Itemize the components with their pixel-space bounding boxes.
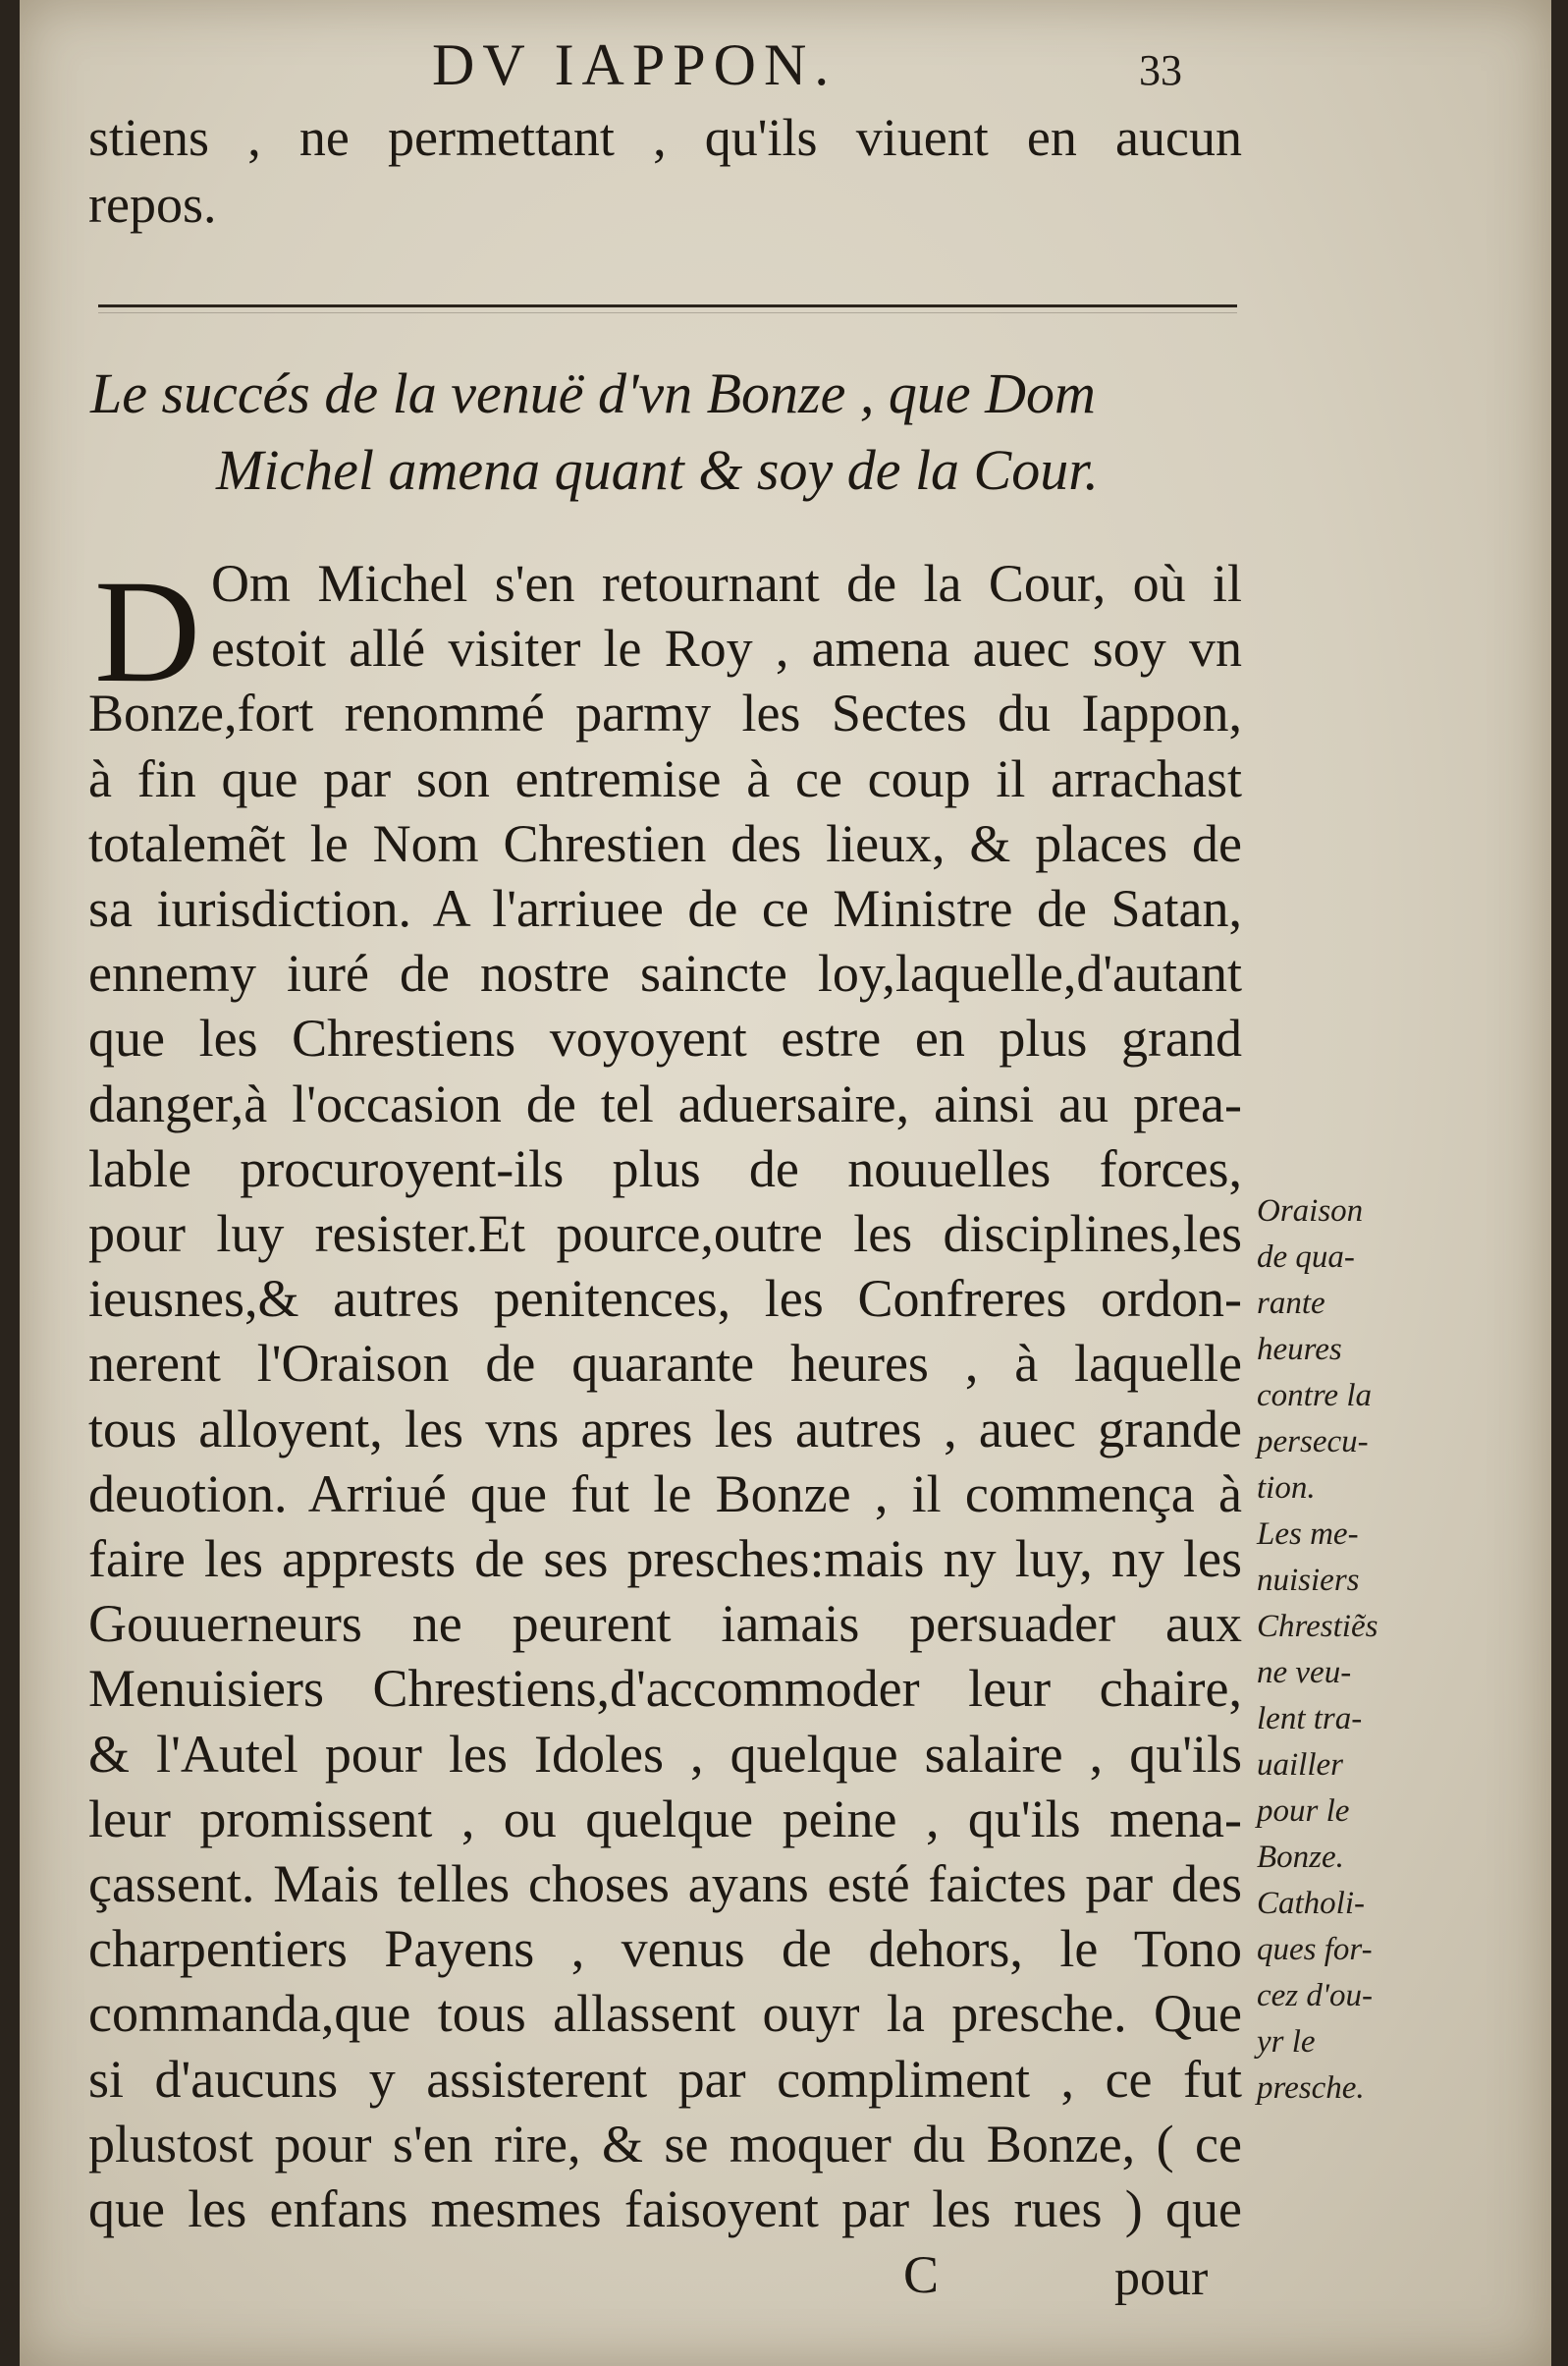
marginal-notes [1257,1188,1453,2112]
page-header [0,28,1568,106]
marginal-note-line: de qua- [1257,1239,1355,1275]
body-line: nerent l'Oraison de quarante heures , à laquelle [88,1334,1242,1393]
marginal-note-line: ne veu- [1257,1655,1352,1690]
body-line: estoit allé visiter le Roy , amena auec soy vn [211,619,1242,678]
body-line: commanda,que tous allassent ouyr la presche. Que [88,1984,1242,2043]
body-line: charpentiers Payens , venus de dehors, le Tono [88,1919,1242,1978]
marginal-note-line: Catholi- [1257,1886,1366,1921]
body-line: si d'aucuns y assisterent par compliment , ce fut [88,2050,1242,2109]
body-line: Menuisiers Chrestiens,d'accommoder leur chaire, [88,1659,1242,1718]
running-title: DV IAPPON. [432,32,838,97]
marginal-note-line: nuisiers [1257,1563,1360,1598]
marginal-note-line: yr le [1257,2024,1316,2060]
body-line: ieusnes,& autres penitences, les Confreres ordon- [88,1269,1242,1328]
body-line: plustost pour s'en rire, & se moquer du Bonze, ( ce [88,2115,1242,2173]
body-line: ennemy iuré de nostre saincte loy,laquelle,d'autant [88,944,1242,1003]
marginal-note-line: cez d'ou- [1257,1978,1373,2013]
body-line: que les enfans mesmes faisoyent par les rues ) que [88,2179,1242,2238]
body-line: danger,à l'occasion de tel aduersaire, ainsi au prea- [88,1074,1242,1133]
marginal-note-line: contre la [1257,1378,1372,1413]
body-line: à fin que par son entremise à ce coup il arrachast [88,749,1242,808]
body-line: Gouuerneurs ne peurent iamais persuader aux [88,1594,1242,1653]
marginal-note-line: Bonze. [1257,1840,1344,1875]
marginal-note-line: ques for- [1257,1932,1373,1967]
body-line: Om Michel s'en retournant de la Cour, où il [211,554,1242,613]
body-line: que les Chrestiens voyoyent estre en plus grand [88,1009,1242,1068]
body-line: deuotion. Arriué que fut le Bonze , il commença à [88,1464,1242,1523]
marginal-note-line: presche. [1257,2070,1365,2106]
body-line: & l'Autel pour les Idoles , quelque salaire , qu'ils [88,1725,1242,1784]
signature-mark: C [903,2245,940,2304]
body-line: tous alloyent, les vns apres les autres , auec grande [88,1400,1242,1458]
marginal-note-line: Chrestiẽs [1257,1609,1379,1644]
marginal-note-line: lent tra- [1257,1701,1363,1736]
body-line: faire les apprests de ses presches:mais ny luy, ny les [88,1529,1242,1588]
section-divider [98,304,1237,307]
drop-cap: D [94,550,201,713]
body-line: pour luy resister.Et pource,outre les disciplines,les [88,1204,1242,1263]
catchword: pour [1114,2250,1209,2306]
marginal-note-line: rante [1257,1286,1325,1321]
marginal-note-line: Oraison [1257,1193,1364,1229]
marginal-note-line: tion. [1257,1470,1316,1506]
body-line: sa iurisdiction. A l'arriuee de ce Ministre de Satan, [88,879,1242,938]
marginal-note-line: heures [1257,1332,1342,1367]
body-line: totalemẽt le Nom Chrestien des lieux, & places de [88,814,1242,873]
marginal-note-line: pour le [1257,1793,1350,1829]
body-line: leur promissent , ou quelque peine , qu'ils mena- [88,1789,1242,1848]
marginal-note-line: persecu- [1257,1424,1369,1459]
chapter-heading-line: Michel amena quant & soy de la Cour. [216,438,1099,502]
chapter-heading-line: Le succés de la venuë d'vn Bonze , que Dom [90,361,1096,425]
body-line: lable procuroyent-ils plus de nouuelles forces, [88,1139,1242,1198]
continuation-line: stiens , ne permettant , qu'ils viuent en aucun [88,108,1242,167]
body-line: çassent. Mais telles choses ayans esté faictes par des [88,1854,1242,1913]
marginal-note-line: Les me- [1257,1516,1359,1552]
page-number: 33 [1139,46,1182,94]
continuation-line: repos. [88,175,217,234]
body-line: Bonze,fort renommé parmy les Sectes du Iappon, [88,684,1242,743]
marginal-note-line: uailler [1257,1747,1343,1783]
